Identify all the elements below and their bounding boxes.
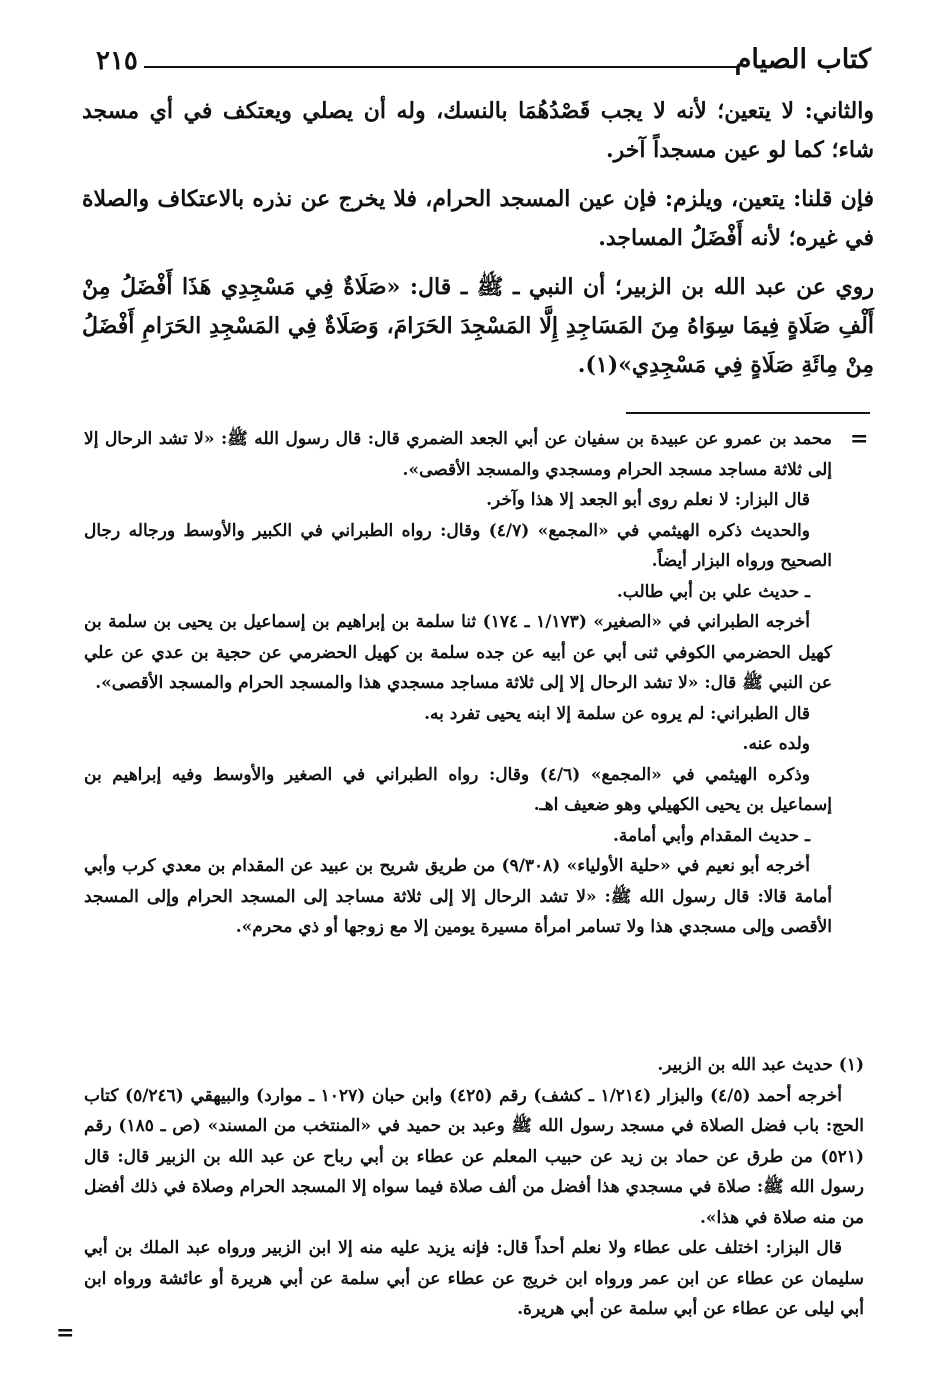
footnote-line: أخرجه أحمد (٤/٥) والبزار (١/٢١٤ ـ كشف) رقم (٤٢٥) وابن حبان (١٠٢٧ ـ موارد) والبيهقي (٥/٢٤٦) كتاب الحج: باب فضل الصلاة في مسجد رسول الله ﷺ وعبد بن حميد في «المنتخب من المسند» (ص ـ ١٨٥) رقم (٥٢١) من طرق عن حماد بن زيد عن حبيب المعلم عن عطاء بن أبي رباح عن عبد الله بن الزبير قال: قال رسول الله ﷺ: صلاة في مسجدي هذا أفضل من ألف صلاة فيما سواه إلا المسجد الحرام وصلاة في ذلك أفضل من منه صلاة في هذا».	[84, 1085, 864, 1228]
footnote-line: قال البزار: اختلف على عطاء ولا نعلم أحداً قال: فإنه يزيد عليه منه إلا ابن الزبير ورواه عبد الملك بن أبي سليمان عن عطاء عن ابن عمر ورواه ابن خريج عن عطاء عن أبي سلمة عن أبي هريرة أو عائشة ورواه ابن أبي ليلى عن عطاء عن أبي سلمة عن أبي هريرة.	[84, 1238, 864, 1319]
footnote-line: محمد بن عمرو عن عبيدة بن سفيان عن أبي الجعد الضمري قال: قال رسول الله ﷺ: «لا تشد الرحال إلا إلى ثلاثة مساجد مسجد الحرام ومسجدي والمسجد الأقصى».	[84, 429, 832, 480]
footnote-heading: (١) حديث عبد الله بن الزبير.	[657, 1055, 864, 1075]
continuation-mark: =	[56, 1320, 75, 1346]
paragraph: فإن قلنا: يتعين، ويلزم: فإن عين المسجد الحرام، فلا يخرج عن نذره بالاعتكاف والصلاة في غيره؛ لأنه أَفْضَلُ المساجد.	[82, 186, 874, 251]
footnote-line: ولده عنه.	[742, 734, 810, 754]
running-title: كتاب الصيام	[734, 44, 871, 75]
page-header	[96, 40, 871, 80]
footnote-separator	[626, 412, 870, 414]
footnote-line: ـ حديث علي بن أبي طالب.	[616, 581, 810, 602]
continuation-mark: =	[850, 426, 869, 452]
footnotes	[84, 1050, 864, 1325]
footnotes-continued	[84, 424, 832, 943]
paragraph: والثاني: لا يتعين؛ لأنه لا يجب قَصْدُهُمَا بالنسك، وله أن يصلي ويعتكف في أي مسجد شاء؛ كما لو عين مسجداً آخر.	[82, 98, 874, 163]
footnote-line: أخرجه أبو نعيم في «حلية الأولياء» (٩/٣٠٨) من طريق شريح بن عبيد عن المقدام بن معدي كرب وأبي أمامة قالا: قال رسول الله ﷺ: «لا تشد الرحال إلا إلى ثلاثة مساجد إلى المسجد الحرام وإلى المسجد الأقصى وإلى مسجدي هذا ولا تسامر امرأة مسيرة يومين إلا مع زوجها أو ذي محرم».	[84, 856, 832, 937]
footnote-line: والحديث ذكره الهيثمي في «المجمع» (٤/٧) وقال: رواه الطبراني في الكبير والأوسط ورجاله رجال الصحيح ورواه البزار أيضاً.	[84, 520, 832, 571]
header-rule	[144, 66, 739, 68]
footnote-line: أخرجه الطبراني في «الصغير» (١/١٧٣ ـ ١٧٤) ثنا سلمة بن إبراهيم بن إسماعيل بن يحيى بن سلمة بن كهيل الحضرمي الكوفي ثنى أبي عن أبيه عن جده سلمة بن كهيل الحضرمي عن حجية بن عدي عن علي عن النبي ﷺ قال: «لا تشد الرحال إلا إلى ثلاثة مساجد مسجدي هذا والمسجد الحرام والمسجد الأقصى».	[84, 612, 832, 693]
paragraph: روي عن عبد الله بن الزبير؛ أن النبي ـ ﷺ ـ قال: «صَلَاةٌ فِي مَسْجِدِي هَذَا أَفْضَلُ مِنْ أَلْفِ صَلَاةٍ فِيمَا سِوَاهُ مِنَ المَسَاجِدِ إِلَّا المَسْجِدَ الحَرَامَ، وَصَلَاةٌ فِي المَسْجِدِ الحَرَامِ أَفْضَلُ مِنْ مِائَةِ صَلَاةٍ فِي مَسْجِدِي»(١).	[82, 274, 874, 378]
page-number: ٢١٥	[96, 46, 138, 76]
footnote-line: ـ حديث المقدام وأبي أمامة.	[613, 825, 810, 846]
main-text	[82, 92, 874, 395]
footnote-line: قال البزار: لا نعلم روى أبو الجعد إلا هذا وآخر.	[486, 490, 810, 510]
footnote-line: وذكره الهيثمي في «المجمع» (٤/٦) وقال: رواه الطبراني في الصغير والأوسط وفيه إبراهيم بن إسماعيل بن يحيى الكهيلي وهو ضعيف اهـ.	[84, 764, 832, 815]
footnote-line: قال الطبراني: لم يروه عن سلمة إلا ابنه يحيى تفرد به.	[424, 703, 810, 724]
